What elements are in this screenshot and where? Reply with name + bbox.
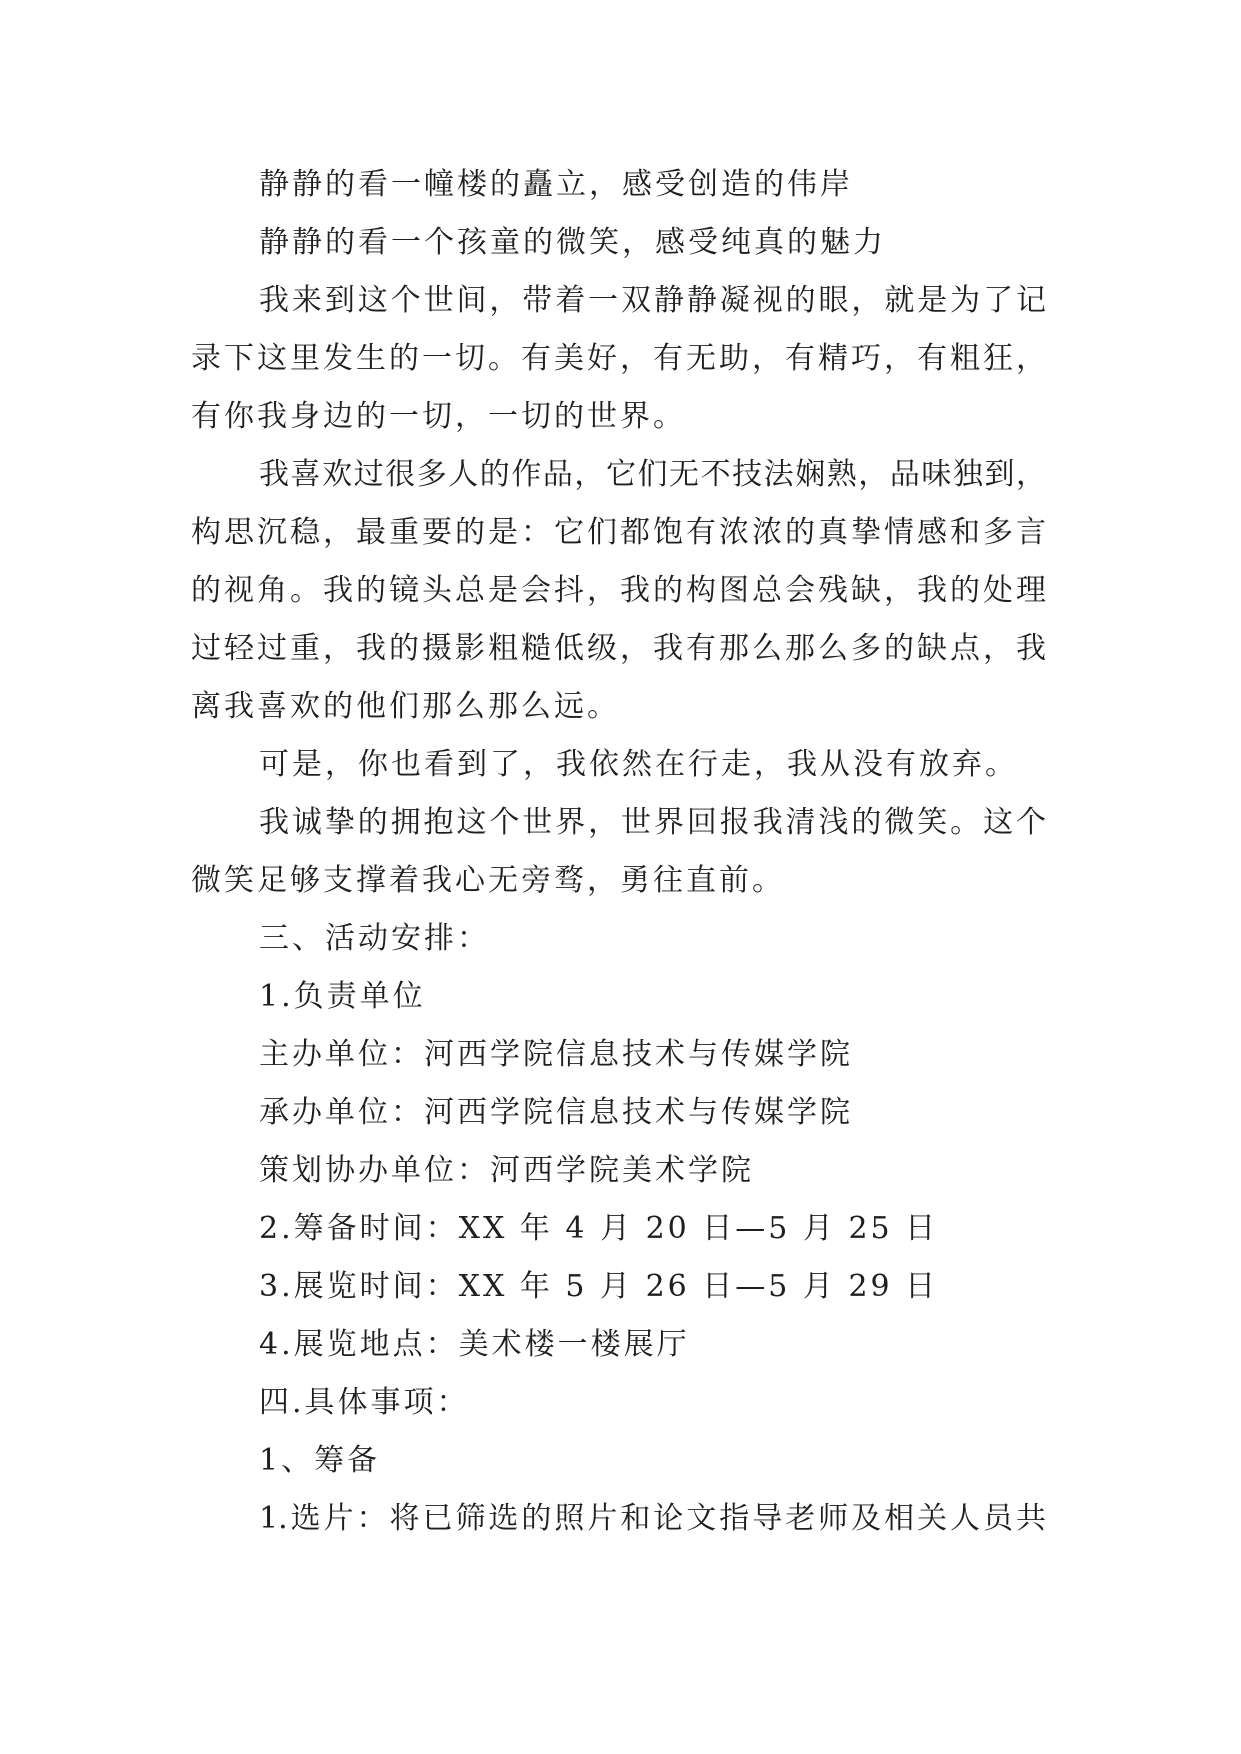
text-line-7: 构思沉稳，最重要的是：它们都饱有浓浓的真挚情感和多言 [191, 515, 1046, 550]
text-line-5: 有你我身边的一切，一切的世界。 [191, 399, 686, 434]
text-line-13: 微笑足够支撑着我心无旁骛，勇往直前。 [191, 863, 785, 898]
text-line-24: 1.选片：将已筛选的照片和论文指导老师及相关人员共 [259, 1501, 1046, 1536]
text-line-18: 策划协办单位：河西学院美术学院 [259, 1153, 754, 1188]
text-line-4: 录下这里发生的一切。有美好，有无助，有精巧，有粗狂， [191, 341, 1046, 376]
text-line-6: 我喜欢过很多人的作品，它们无不技法娴熟，品味独到， [259, 457, 1046, 492]
text-line-3: 我来到这个世间，带着一双静静凝视的眼，就是为了记 [259, 283, 1046, 318]
section-heading-details: 四.具体事项： [259, 1385, 470, 1420]
text-line-21: 4.展览地点：美术楼一楼展厅 [259, 1327, 690, 1362]
text-line-2: 静静的看一个孩童的微笑，感受纯真的魅力 [259, 225, 886, 260]
text-line-15: 1.负责单位 [259, 979, 426, 1014]
text-line-16: 主办单位：河西学院信息技术与传媒学院 [259, 1037, 853, 1072]
text-line-23: 1、筹备 [259, 1443, 381, 1478]
text-line-8: 的视角。我的镜头总是会抖，我的构图总会残缺，我的处理 [191, 573, 1046, 608]
text-line-10: 离我喜欢的他们那么那么远。 [191, 689, 620, 724]
text-line-19: 2.筹备时间：XX 年 4 月 20 日—5 月 25 日 [259, 1211, 939, 1246]
text-line-17: 承办单位：河西学院信息技术与传媒学院 [259, 1095, 853, 1130]
text-line-12: 我诚挚的拥抱这个世界，世界回报我清浅的微笑。这个 [259, 805, 1046, 840]
section-heading-activities: 三、活动安排： [259, 921, 490, 956]
text-line-1: 静静的看一幢楼的矗立，感受创造的伟岸 [259, 167, 853, 202]
text-line-9: 过轻过重，我的摄影粗糙低级，我有那么那么多的缺点，我 [191, 631, 1046, 666]
text-line-20: 3.展览时间：XX 年 5 月 26 日—5 月 29 日 [259, 1269, 939, 1304]
text-line-11: 可是，你也看到了，我依然在行走，我从没有放弃。 [259, 747, 1018, 782]
